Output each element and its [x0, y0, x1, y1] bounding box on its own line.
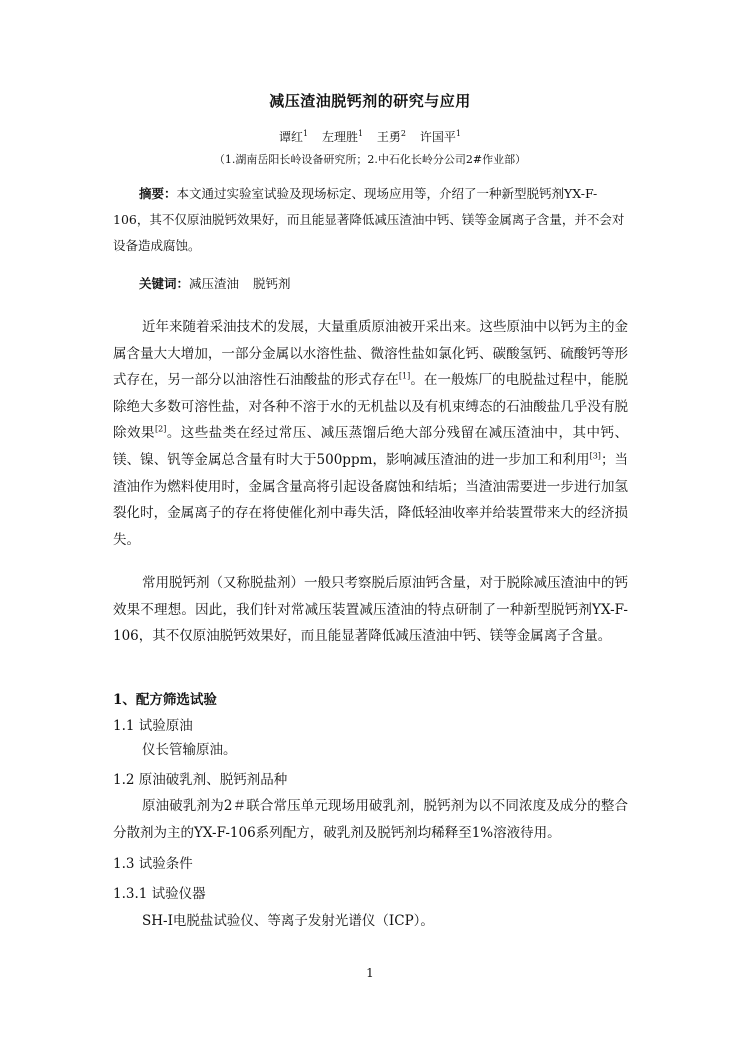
subsection-heading: 1.3 试验条件: [113, 856, 193, 872]
body-text: 原油破乳剂为2＃联合常压单元现场用破乳剂，脱钙剂为以不同浓度及成分的整合分散剂为主的YX-F-106系列配方，破乳剂及脱钙剂均稀释至1%溶液待用。: [113, 798, 628, 841]
affiliation: （1.湖南岳阳长岭设备研究所；2.中石化长岭分公司2#作业部）: [213, 153, 527, 166]
author: 谭红$^1$: [279, 129, 309, 144]
subsection-heading: 1.1 试验原油: [113, 718, 193, 734]
keyword: 脱钙剂: [253, 276, 291, 291]
abstract: [113, 181, 628, 259]
author-list: [0, 128, 740, 145]
keyword: 减压渣油: [189, 276, 240, 291]
keywords: [139, 274, 291, 292]
paper-title: 减压渣油脱钙剂的研究与应用: [269, 92, 471, 110]
body-text: 仪长管输原油。: [142, 742, 237, 758]
citation-ref: [3]: [589, 451, 601, 461]
author: 左理胜$^1$: [321, 129, 364, 144]
keywords-label: 关键词：: [139, 276, 190, 291]
abstract-label: 摘要：: [139, 186, 177, 201]
author: 王勇$^2$: [376, 129, 407, 144]
body-text: SH-Ⅰ电脱盐试验仪、等离子发射光谱仪（ICP）。: [142, 913, 434, 929]
author: 许国平$^1$: [419, 129, 461, 144]
intro-paragraph-1: 近年来随着采油技术的发展，大量重质原油被开采出来。这些原油中以钙为主的金属含量大大增加，一部分金属以水溶性盐、微溶性盐如氯化钙、碳酸氢钙、硫酸钙等形式存在，另一部分以油溶性石油酸盐的形式存在[1]。在一般炼厂的电脱盐过程中，能脱除绝大多数可溶性盐，对各种不溶于水的无机盐以及有机束缚态的石油酸盐几乎没有脱除效果[2]。这些盐类在经过常压、减压蒸馏后绝大部分残留在减压渣油中，其中钙、镁、镍、钒等金属总含量有时大于500ppm，影响减压渣油的进一步加工和利用[3]；当渣油作为燃料使用时，金属含量高将引起设备腐蚀和结垢；当渣油需要进一步进行加氢裂化时，金属离子的存在将使催化剂中毒失活，降低轻油收率并给装置带来大的经济损失。: [113, 319, 629, 548]
section-heading: 1、配方筛选试验: [113, 692, 217, 708]
abstract-text: 本文通过实验室试验及现场标定、现场应用等，介绍了一种新型脱钙剂YX-F-106，其不仅原油脱钙效果好，而且能显著降低减压渣油中钙、镁等金属离子含量，并不会对设备造成腐蚀。: [113, 186, 625, 253]
subsection-heading: 1.3.1 试验仪器: [113, 886, 206, 902]
subsection-heading: 1.2 原油破乳剂、脱钙剂品种: [113, 772, 288, 788]
intro-paragraph-2: 常用脱钙剂（又称脱盐剂）一般只考察脱后原油钙含量，对于脱除减压渣油中的钙效果不理想。因此，我们针对常减压装置减压渣油的特点研制了一种新型脱钙剂YX-F-106，其不仅原油脱钙效果好，而且能显著降低减压渣油中钙、镁等金属离子含量。: [113, 575, 628, 645]
page-number: 1: [366, 966, 374, 980]
citation-ref: [1]: [398, 371, 411, 381]
citation-ref: [2]: [154, 424, 167, 434]
